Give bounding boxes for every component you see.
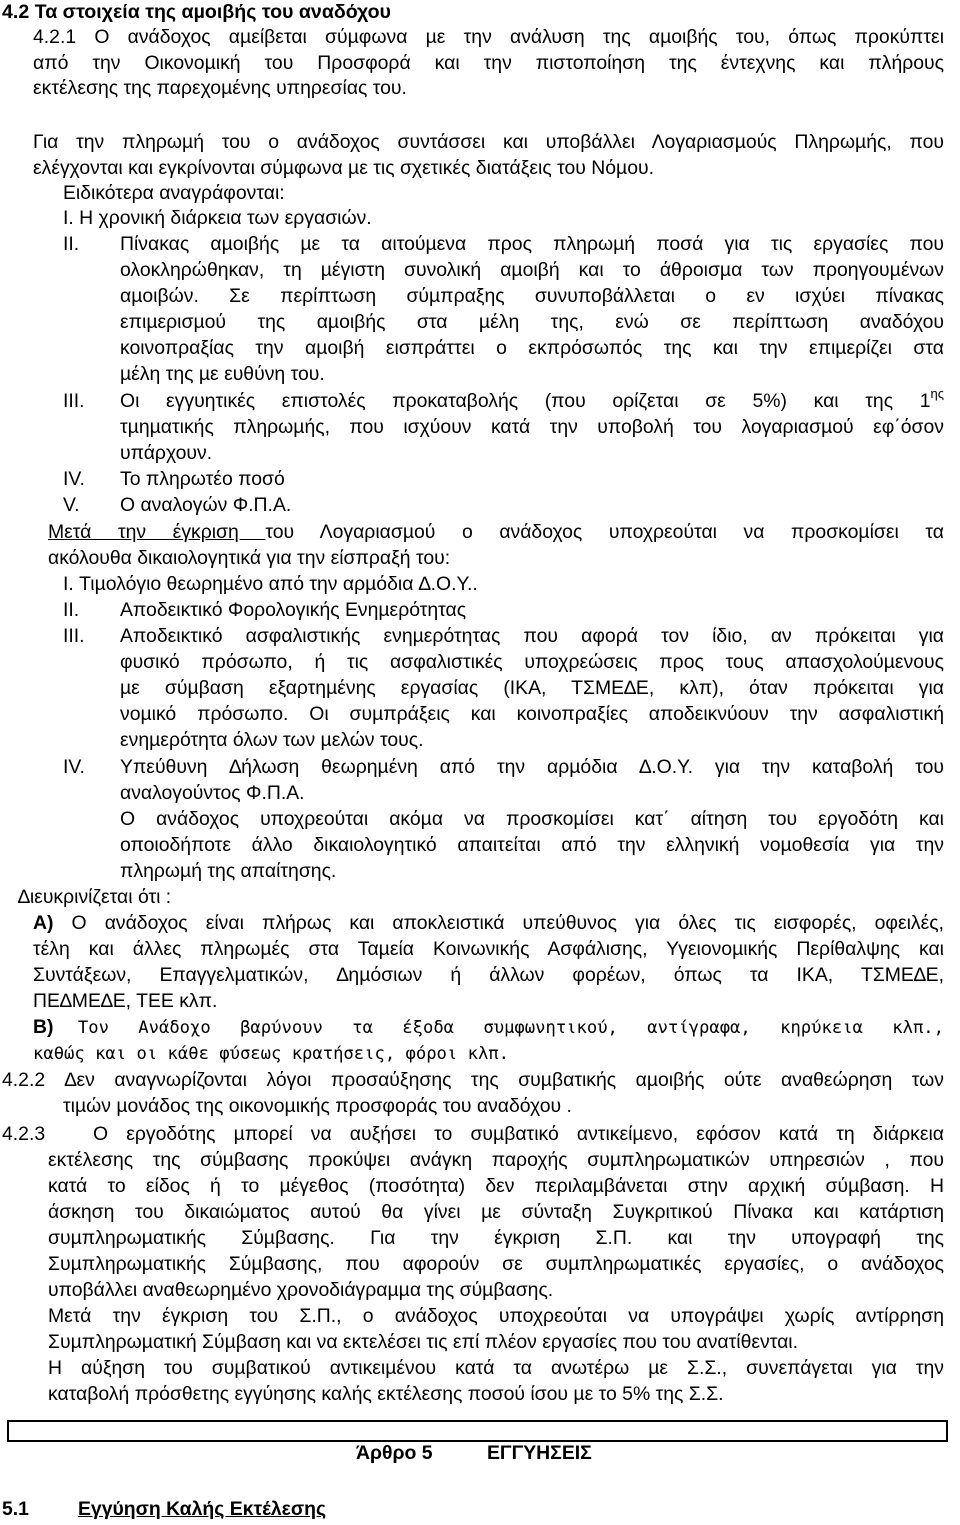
section-heading: 4.2 Τα στοιχεία της αµοιβής του αναδόχου <box>2 1 391 23</box>
payment-item-iv-number: IV. <box>63 468 85 490</box>
p423-line-6: Συµπληρωµατικής Σύµβασης, που αφορούν σε συµπληρωµατικές εργασίες, ο ανάδοχος <box>48 1253 944 1275</box>
p422-line-2: τιµών µονάδος της οικονοµικής προσφοράς του αναδόχου . <box>63 1095 572 1117</box>
p421-line-1: 4.2.1 Ο ανάδοχος αµείβεται σύµφωνα µε την ανάλυση της αµοιβής του, όπως προκύπτει <box>33 26 945 48</box>
approval-item-iii-line-2: φυσικό πρόσωπο, ή τις ασφαλιστικές υποχρεώσεις προς τους απασχολούµενους <box>120 651 944 673</box>
p423-line-9: Συµπληρωµατική Σύµβαση και να εκτελέσει τις επί πλέον εργασίες που του ανατίθενται. <box>48 1331 798 1353</box>
approval-item-iv-line-4: οποιοδήποτε άλλο δικαιολογητικό απαιτείται από την ελληνική νοµοθεσία για την <box>120 834 944 856</box>
clarify-a-line-4: ΠΕ∆ΜΕ∆Ε, ΤΕΕ κλπ. <box>33 990 218 1012</box>
section51-number: 5.1 <box>2 1498 29 1520</box>
approval-item-ii: Αποδεικτικό Φορολογικής Ενηµερότητας <box>120 599 467 621</box>
payment-item-i: I. Η χρονική διάρκεια των εργασιών. <box>63 207 372 229</box>
approval-item-iv-line-2: αναλογούντος Φ.Π.Α. <box>120 782 305 804</box>
section-rule-box <box>7 1420 948 1442</box>
p423-line-1: Ο εργοδότης µπορεί να αυξήσει το συµβατικό αντικείµενο, εφόσον κατά τη διάρκεια <box>93 1123 944 1145</box>
approval-item-i: I. Τιµολόγιο θεωρηµένο από την αρµόδια ∆.Ο.Υ.. <box>63 573 478 595</box>
payment-item-iii-line-3: υπάρχουν. <box>120 442 213 464</box>
payment-item-ii-line-6: µέλη της µε ευθύνη του. <box>120 363 325 385</box>
approval-item-iii-line-4: νοµικό πρόσωπο. Οι συµπράξεις και κοινοπραξίες αποδεικνύουν την ασφαλιστική <box>120 703 944 725</box>
p423-line-8: Μετά την έγκριση του Σ.Π., ο ανάδοχος υποχρεούται να υπογράψει χωρίς αντίρρηση <box>48 1305 944 1327</box>
approval-item-iv-line-5: πληρωµή της απαίτησης. <box>120 860 337 882</box>
clarify-a-line-2: τέλη και άλλες πληρωµές στα Ταµεία Κοινωνικής Ασφάλισης, Υγειονοµικής Περίθαλψης και <box>33 938 944 960</box>
approval-item-iii-line-3: µε σύµβαση εξαρτηµένης εργασίας (ΙΚΑ, ΤΣΜΕ∆Ε, κλπ), όταν πρόκειται για <box>120 677 944 699</box>
p421-number: 4.2.1 <box>33 26 77 48</box>
clarify-title: ∆ιευκρινίζεται ότι : <box>18 886 172 908</box>
payment-item-ii-line-2: ολοκληρώθηκαν, τη µέγιστη συνολική αµοιβή και το άθροισµα των προηγουµένων <box>120 259 944 281</box>
payment-item-ii-number: II. <box>63 233 80 255</box>
p423-line-5: συµπληρωµατικής Σύµβασης. Για την έγκριση Σ.Π. και την υπογραφή της <box>48 1227 944 1249</box>
payment-item-ii-line-5: κοινοπραξίας την αµοιβή εισπράττει ο εκπρόσωπός της και την επιµερίζει στα <box>120 337 944 359</box>
article-title: ΕΓΓΥΗΣΕΙΣ <box>487 1442 592 1464</box>
payment-item-iii-line-2: τµηµατικής πληρωµής, που ισχύουν κατά την υποβολή του λογαριασµού εφ΄όσον <box>120 416 944 438</box>
approval-line-2: ακόλουθα δικαιολογητικά για την είσπραξή του: <box>48 547 451 569</box>
p423-number: 4.2.3 <box>2 1123 46 1145</box>
approval-line-1: Μετά την έγκριση του Λογαριασµού ο ανάδοχος υποχρεούται να προσκοµίσει τα <box>48 521 944 543</box>
p422-line-1: 4.2.2 ∆εν αναγνωρίζονται λόγοι προσαύξησης της συµβατικής αµοιβής ούτε αναθεώρηση των <box>2 1069 944 1091</box>
clarify-a-line-1: Α) Ο ανάδοχος είναι πλήρως και αποκλειστικά υπεύθυνος για όλες τις εισφορές, οφειλές, <box>33 912 945 934</box>
clarify-b-line-1: Β) Τον Ανάδοχο βαρύνουν τα έξοδα συµφωνητικού, αντίγραφα, κηρύκεια κλπ., <box>33 1016 944 1038</box>
clarify-a-line-3: Συντάξεων, Επαγγελµατικών, ∆ηµόσιων ή άλλων φορέων, όπως τα ΙΚΑ, ΤΣΜΕ∆Ε, <box>33 964 944 986</box>
payment-item-v-number: V. <box>63 494 80 516</box>
p423-line-7: υποβάλλει αναθεωρηµένο χρονοδιάγραµµα της σύµβασης. <box>48 1279 554 1301</box>
approval-item-iii-line-1: Αποδεικτικό ασφαλιστικής ενηµερότητας που αφορά τον ίδιο, αν πρόκειται για <box>120 625 944 647</box>
approval-item-iv-line-1: Υπεύθυνη ∆ήλωση θεωρηµένη από την αρµόδια ∆.Ο.Υ. για την καταβολή του <box>120 756 944 778</box>
clarify-a-label: Α) <box>33 912 54 934</box>
p422-number: 4.2.2 <box>2 1069 46 1091</box>
payment-item-iv: Το πληρωτέο ποσό <box>120 468 285 490</box>
clarify-b-line-2: καθώς και οι κάθε φύσεως κρατήσεις, φόροι κλπ. <box>33 1044 509 1064</box>
approval-item-ii-number: II. <box>63 599 80 621</box>
article-label: Άρθρο 5 <box>356 1442 433 1464</box>
approval-underlined: Μετά την έγκριση <box>48 521 266 543</box>
p421-line-2: από την Οικονοµική του Προσφορά και την πιστοποίηση της έντεχνης και πλήρους <box>33 52 944 74</box>
p423-line-10: Η αύξηση του συµβατικού αντικειµένου κατά τα ανωτέρω µε Σ.Σ., συνεπάγεται για την <box>48 1357 944 1379</box>
approval-item-iv-number: IV. <box>63 756 85 778</box>
p423-line-4: άσκηση του δικαιώµατος αυτού θα γίνει µε σύνταξη Συγκριτικού Πίνακα και κατάρτιση <box>48 1201 944 1223</box>
payment-item-iii-line-1: Οι εγγυητικές επιστολές προκαταβολής (που ορίζεται σε 5%) και της $1^{\eta\varsigma}$ <box>120 386 944 412</box>
p423-line-2: εκτέλεσης της σύµβασης προκύψει ανάγκη παροχής συµπληρωµατικών υπηρεσιών , που <box>48 1149 944 1171</box>
p421-line-3: εκτέλεσης της παρεχοµένης υπηρεσίας του. <box>33 77 407 99</box>
payment-line-2: ελέγχονται και εγκρίνονται σύµφωνα µε τις σχετικές διατάξεις του Νόµου. <box>33 157 654 179</box>
payment-item-ii-line-4: επιµερισµού της αµοιβής στα µέλη της, ενώ σε περίπτωση αναδόχου <box>120 311 944 333</box>
clarify-b-label: Β) <box>33 1016 54 1038</box>
payment-item-v: Ο αναλογών Φ.Π.Α. <box>120 494 292 516</box>
approval-item-iii-line-5: ενηµερότητα όλων των µελών τους. <box>120 729 424 751</box>
payment-item-ii-line-1: Πίνακας αµοιβής µε τα αιτούµενα προς πληρωµή ποσά για τις εργασίες που <box>120 233 944 255</box>
payment-line-1: Για την πληρωµή του ο ανάδοχος συντάσσει και υποβάλλει Λογαριασµούς Πληρωµής, που <box>33 131 944 153</box>
superscript-ordinal: ης <box>930 386 944 401</box>
payment-item-ii-line-3: αµοιβών. Σε περίπτωση σύµπραξης συνυποβάλλεται ο εν ισχύει πίνακας <box>120 285 944 307</box>
payment-item-iii-number: III. <box>63 390 85 412</box>
p423-line-11: καταβολή πρόσθετης εγγύησης καλής εκτέλεσης ποσού ίσου µε το 5% της Σ.Σ. <box>48 1383 724 1405</box>
section51-title: Εγγύηση Καλής Εκτέλεσης <box>78 1498 327 1520</box>
approval-item-iii-number: III. <box>63 625 85 647</box>
p423-line-3: κατά το είδος ή το µέγεθος (ποσότητα) δεν περιλαµβάνεται στην αρχική σύµβαση. Η <box>48 1175 944 1197</box>
payment-line-3: Ειδικότερα αναγράφονται: <box>63 182 285 204</box>
approval-item-iv-line-3: Ο ανάδοχος υποχρεούται ακόµα να προσκοµίσει κατ΄ αίτηση του εργοδότη και <box>120 808 944 830</box>
